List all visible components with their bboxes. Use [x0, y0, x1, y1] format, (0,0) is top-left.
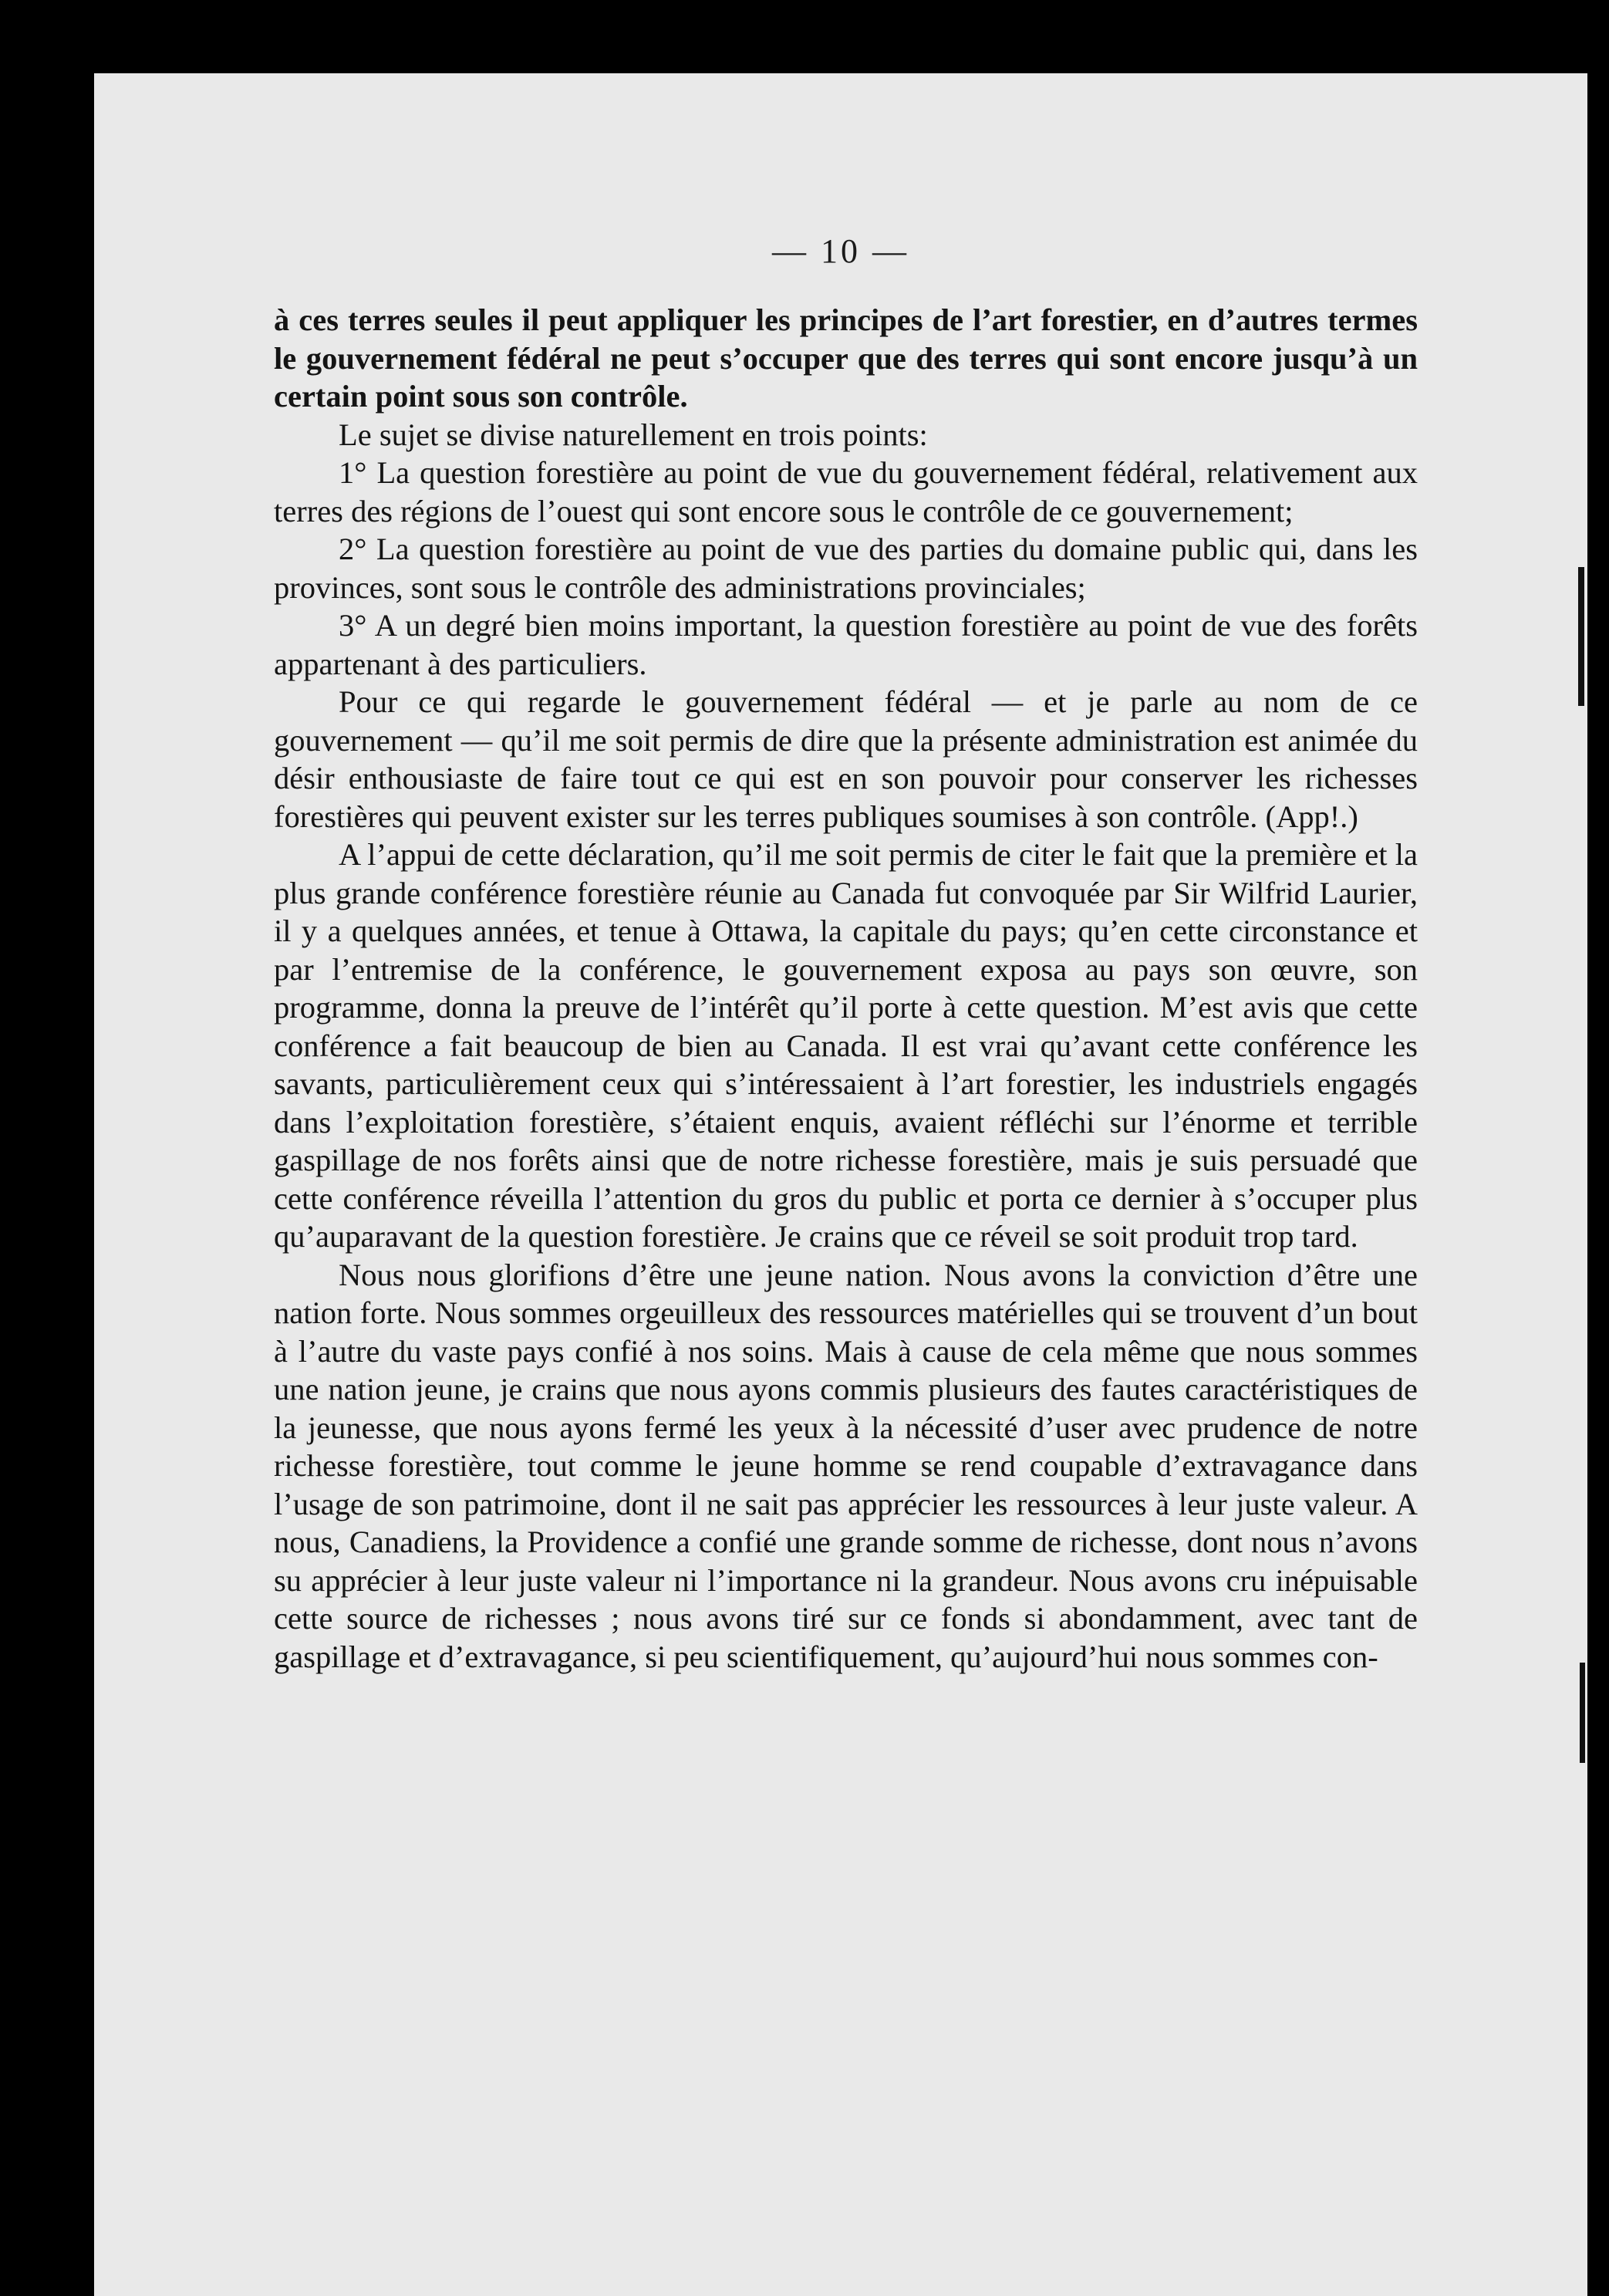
paragraph: Nous nous glorifions d’être une jeune nation. Nous avons la conviction d’être une nation forte. Nous sommes orgeuilleux des ressources matérielles qui se trouvent d’un bout à l’autre du vaste pays confié à nos soins. Mais à cause de cela même que nous sommes une nation jeune, je crains que nous ayons commis plusieurs des fautes caractéristiques de la jeunesse, que nous ayons fermé les yeux à la nécessité d’user avec prudence de notre richesse forestière, tout comme le jeune homme se rend coupable d’extravagance dans l’usage de son patrimoine, dont il ne sait pas apprécier les ressources à leur juste valeur. A nous, Canadiens, la Providence a confié une grande somme de richesse, dont nous n’avons su apprécier à leur juste valeur ni l’importance ni la grandeur. Nous avons cru inépuisable cette source de richesses ; nous avons tiré sur ce fonds si abondamment, avec tant de gaspillage et d’extravagance, si peu scientifiquement, qu’aujourd’hui nous sommes con-	[274, 1257, 1418, 1674]
list-item: 2° La question forestière au point de vue des parties du domaine public qui, dans les provinces, sont sous le contrôle des administrations provinciales;	[274, 532, 1418, 605]
page-number: — 10 —	[772, 232, 909, 270]
scan-edge-mark	[1578, 567, 1584, 706]
list-item: 1° La question forestière au point de vue du gouvernement fédéral, relativement aux terres des régions de l’ouest qui sont encore sous le contrôle de ce gouvernement;	[274, 455, 1418, 528]
list-item: 3° A un degré bien moins important, la question forestière au point de vue des forêts appartenant à des particuliers.	[274, 608, 1418, 681]
paragraph: Le sujet se divise naturellement en trois points:	[339, 417, 928, 452]
scanned-page	[94, 73, 1587, 2296]
text-body	[274, 301, 1418, 1676]
paragraph: A l’appui de cette déclaration, qu’il me soit permis de citer le fait que la première et la plus grande conférence forestière réunie au Canada fut convoquée par Sir Wilfrid Laurier, il y a quelques années, et tenue à Ottawa, la capitale du pays; qu’en cette circonstance et par l’entremise de la conférence, le gouvernement exposa au pays son œuvre, son programme, donna la preuve de l’intérêt qu’il porte à cette question. M’est avis que cette conférence a fait beaucoup de bien au Canada. Il est vrai qu’avant cette conférence les savants, particulièrement ceux qui s’intéressaient à l’art forestier, les industriels engagés dans l’exploitation forestière, s’étaient enquis, avaient réfléchi sur l’énorme et terrible gaspillage de nos forêts ainsi que de notre richesse forestière, mais je suis persuadé que cette conférence réveilla l’attention du gros du public et porta ce dernier à s’occuper plus qu’auparavant de la question forestière. Je crains que ce réveil se soit produit trop tard.	[274, 837, 1418, 1254]
paragraph: Pour ce qui regarde le gouvernement fédéral — et je parle au nom de ce gouvernement — qu’il me soit permis de dire que la présente administration est animée du désir enthousiaste de faire tout ce qui est en son pouvoir pour conserver les richesses forestières qui peuvent exister sur les terres publiques soumises à son contrôle. (App!.)	[274, 684, 1418, 834]
paragraph: à ces terres seules il peut appliquer les principes de l’art forestier, en d’autres termes le gouvernement fédéral ne peut s’occuper que des terres qui sont encore jusqu’à un certain point sous son contrôle.	[274, 302, 1418, 414]
scan-edge-mark	[1580, 1663, 1585, 1763]
